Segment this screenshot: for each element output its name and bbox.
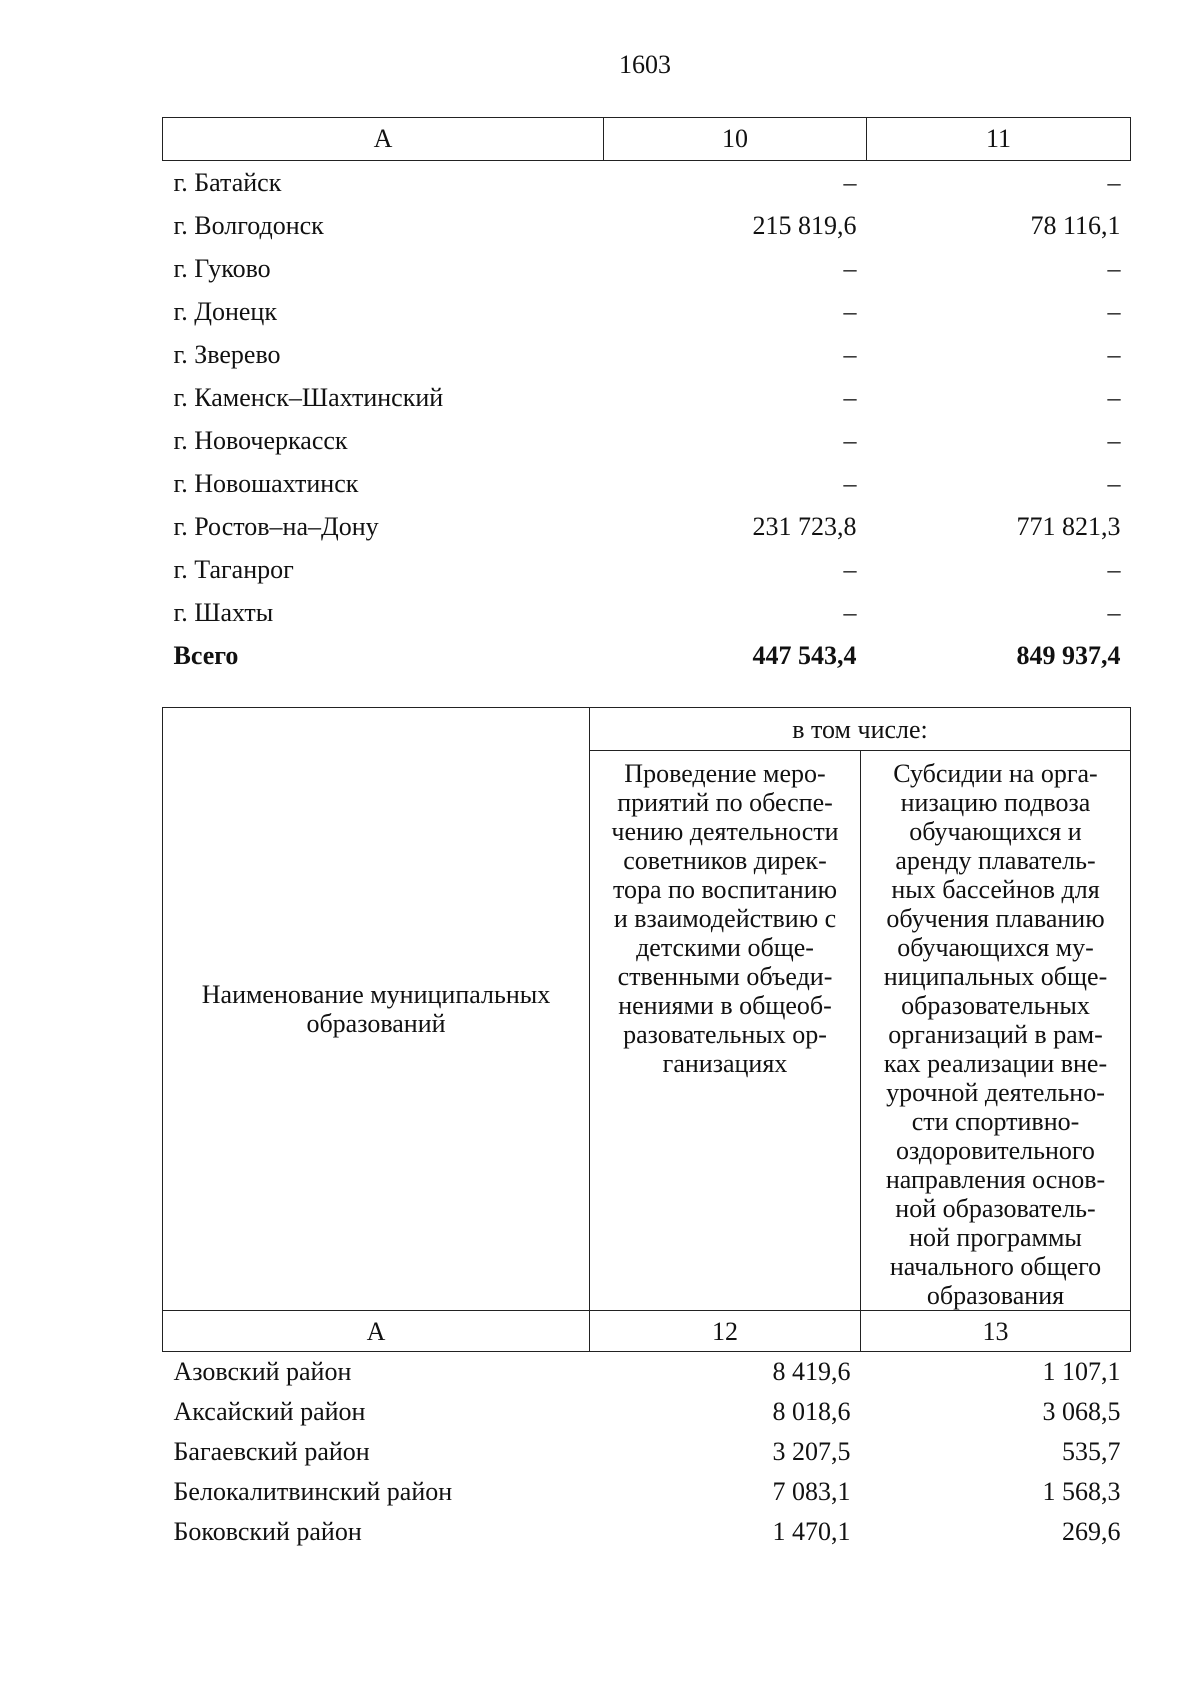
table-row [163, 462, 1131, 505]
header-col-a: А [163, 1311, 590, 1352]
header-col-11: 11 [867, 118, 1131, 161]
header-description-line: советников дирек- [623, 846, 827, 875]
municipality-name: г. Каменск–Шахтинский [173, 382, 444, 412]
value-col-13: 269,6 [1062, 1517, 1121, 1546]
header-description-line: образования [926, 1281, 1065, 1310]
total-col-10: 447 543,4 [752, 640, 857, 670]
value-col-10: 215 819,6 [752, 210, 857, 240]
table-cities [162, 117, 1131, 677]
header-description-line: урочной деятельно- [886, 1078, 1105, 1107]
table-row [163, 419, 1131, 462]
value-col-11: – [1107, 382, 1121, 412]
header-description-line: детскими обще- [636, 933, 814, 962]
header-description-line: оздоровительного [896, 1136, 1095, 1165]
value-col-12: 8 018,6 [772, 1397, 851, 1426]
table-row [163, 548, 1131, 591]
value-col-11: – [1107, 597, 1121, 627]
header-description-line: ственными объеди- [617, 962, 833, 991]
municipality-name: Аксайский район [173, 1397, 366, 1426]
table-row [163, 1472, 1131, 1512]
table-row [163, 1352, 1131, 1393]
header-description-line: и взаимодействию с [613, 904, 837, 933]
value-col-10: – [843, 253, 857, 283]
table-districts [162, 707, 1131, 1552]
header-description-line: аренду плаватель- [895, 846, 1096, 875]
header-description-line: разовательных ор- [623, 1020, 827, 1049]
header-description-line: образовательных [901, 991, 1090, 1020]
header-including: в том числе: [590, 708, 1131, 751]
value-col-11: 78 116,1 [1030, 210, 1121, 240]
header-col-10: 10 [604, 118, 867, 161]
value-col-11: – [1107, 167, 1121, 197]
value-col-10: – [843, 382, 857, 412]
municipality-name: Белокалитвинский район [173, 1477, 453, 1506]
header-col-12: 12 [590, 1311, 861, 1352]
header-description-line: Субсидии на орга- [893, 759, 1098, 788]
table-row [163, 505, 1131, 548]
header-col-12-description [590, 751, 861, 1311]
value-col-10: – [843, 554, 857, 584]
municipality-name: г. Новочеркасск [173, 425, 348, 455]
value-col-11: – [1107, 296, 1121, 326]
table-row [163, 591, 1131, 634]
value-col-10: – [843, 167, 857, 197]
value-col-11: – [1107, 253, 1121, 283]
header-col-13-description [861, 751, 1131, 1311]
value-col-10: – [843, 597, 857, 627]
value-col-11: – [1107, 425, 1121, 455]
value-col-12: 1 470,1 [772, 1517, 851, 1546]
municipality-name: г. Шахты [173, 597, 274, 627]
header-description-line: Проведение меро- [624, 759, 826, 788]
header-description-line: направления основ- [885, 1165, 1106, 1194]
header-description-line: начального общего [889, 1252, 1102, 1281]
header-municipality-name: Наименование муниципальных образований [163, 708, 590, 1311]
page-number: 1603 [619, 50, 671, 79]
municipality-name: г. Зверево [173, 339, 281, 369]
value-col-13: 3 068,5 [1042, 1397, 1121, 1426]
municipality-name: г. Гуково [173, 253, 271, 283]
value-col-11: 771 821,3 [1016, 511, 1121, 541]
municipality-name: г. Новошахтинск [173, 468, 359, 498]
header-description-line: ниципальных обще- [883, 962, 1108, 991]
value-col-11: – [1107, 468, 1121, 498]
value-col-10: – [843, 339, 857, 369]
municipality-name: г. Донецк [173, 296, 277, 326]
header-description-line: чению деятельности [611, 817, 839, 846]
header-description-line: тора по воспитанию [612, 875, 838, 904]
municipality-name: г. Батайск [173, 167, 282, 197]
header-description-line: обучающихся и [909, 817, 1082, 846]
value-col-11: – [1107, 339, 1121, 369]
header-description-line: обучающихся му- [897, 933, 1094, 962]
header-col-a: А [163, 118, 604, 161]
header-description-line: ках реализации вне- [883, 1049, 1108, 1078]
table-row [163, 376, 1131, 419]
value-col-11: – [1107, 554, 1121, 584]
header-description-line: сти спортивно- [911, 1107, 1080, 1136]
table-row [163, 1432, 1131, 1472]
table-row [163, 333, 1131, 376]
value-col-10: – [843, 468, 857, 498]
table-row [163, 1512, 1131, 1552]
value-col-10: – [843, 425, 857, 455]
municipality-name: Боковский район [173, 1517, 362, 1546]
value-col-13: 1 568,3 [1042, 1477, 1121, 1506]
value-col-13: 535,7 [1062, 1437, 1121, 1466]
table-row [163, 290, 1131, 333]
table-row [163, 161, 1131, 205]
municipality-name: Багаевский район [173, 1437, 370, 1466]
header-description-line: приятий по обеспе- [617, 788, 833, 817]
value-col-13: 1 107,1 [1042, 1357, 1121, 1386]
header-description-line: ных бассейнов для [891, 875, 1100, 904]
table-row [163, 204, 1131, 247]
header-description-line: низацию подвоза [900, 788, 1091, 817]
header-description-line: организаций в рам- [888, 1020, 1103, 1049]
municipality-name: г. Волгодонск [173, 210, 324, 240]
value-col-12: 8 419,6 [772, 1357, 851, 1386]
header-description-line: обучения плаванию [886, 904, 1105, 933]
header-description-line: ганизациях [662, 1049, 788, 1078]
header-col-13: 13 [861, 1311, 1131, 1352]
municipality-name: г. Ростов–на–Дону [173, 511, 379, 541]
municipality-name: Азовский район [173, 1357, 352, 1386]
total-label: Всего [173, 640, 239, 670]
total-row [163, 634, 1131, 677]
value-col-12: 3 207,5 [772, 1437, 851, 1466]
table-row [163, 1392, 1131, 1432]
table-row [163, 247, 1131, 290]
header-description-line: ной образователь- [895, 1194, 1096, 1223]
value-col-10: 231 723,8 [752, 511, 857, 541]
header-description-line: нениями в общеоб- [618, 991, 832, 1020]
total-col-11: 849 937,4 [1016, 640, 1121, 670]
header-description-line: ной программы [909, 1223, 1082, 1252]
value-col-10: – [843, 296, 857, 326]
municipality-name: г. Таганрог [173, 554, 294, 584]
table-header-row [163, 118, 1131, 161]
value-col-12: 7 083,1 [772, 1477, 851, 1506]
